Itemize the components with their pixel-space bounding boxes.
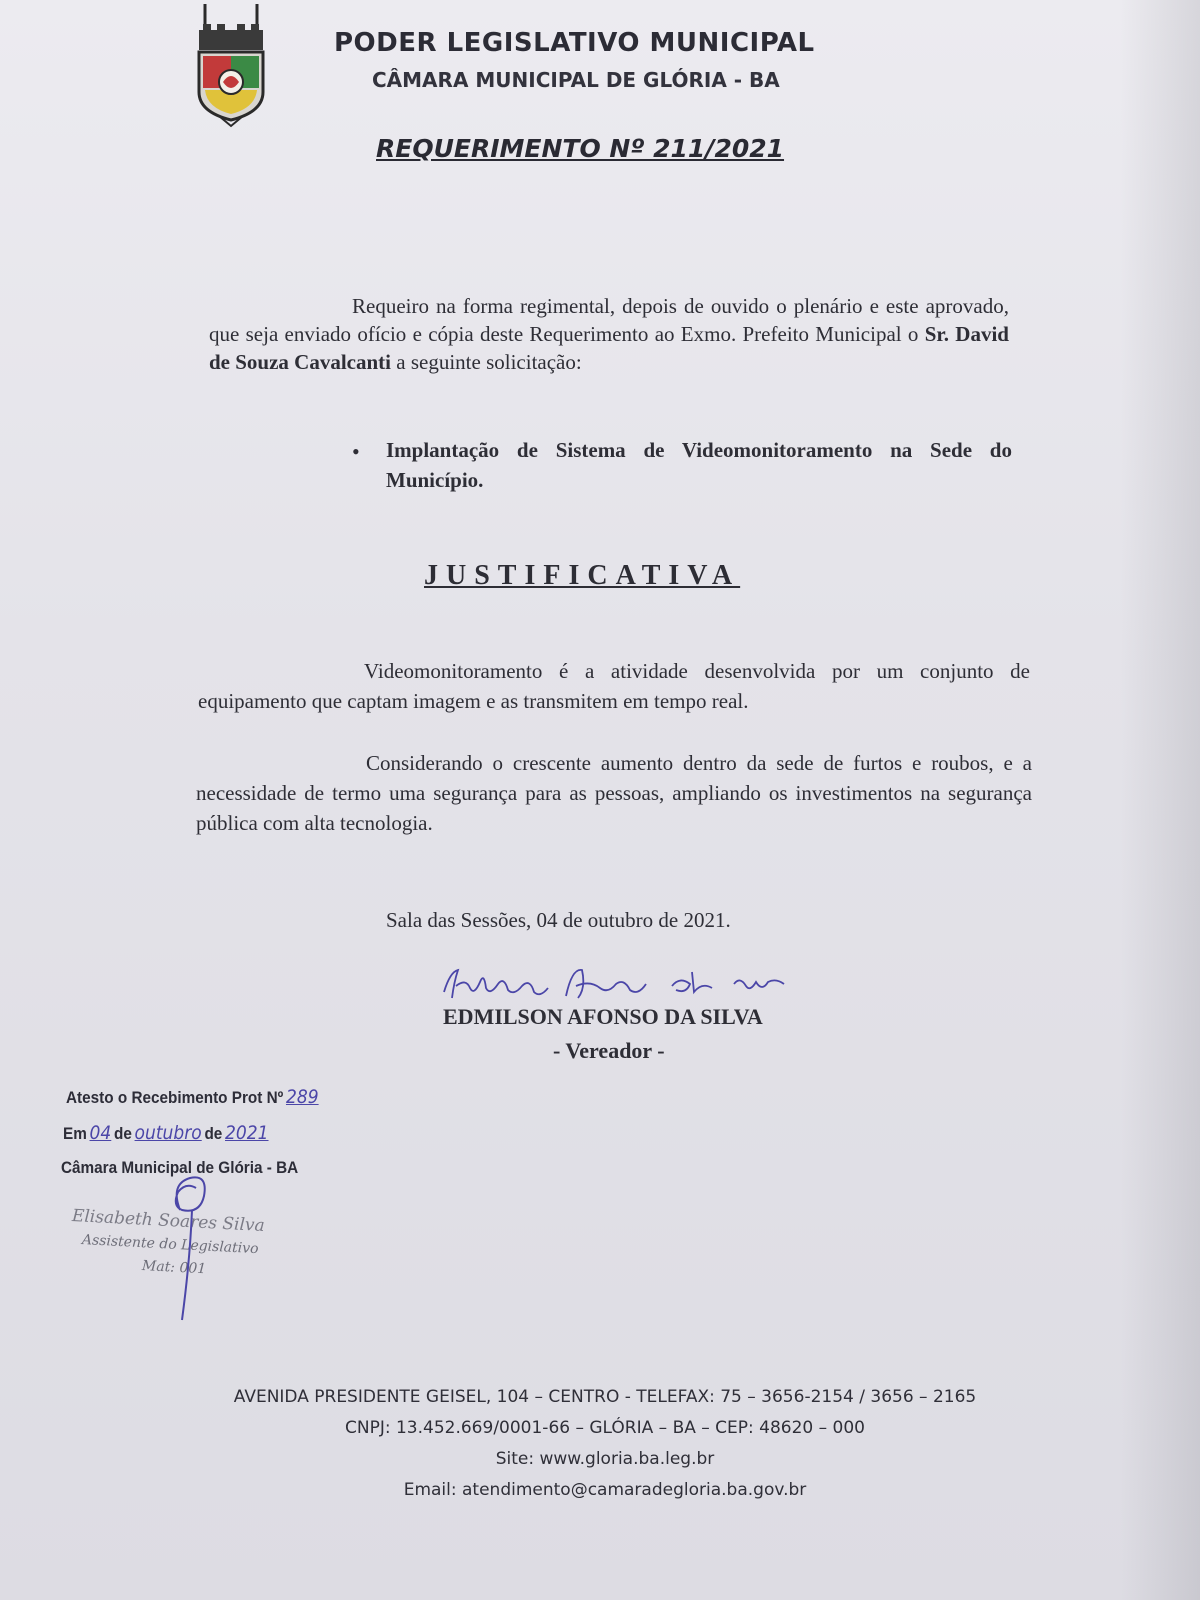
intro-text-a: Requeiro na forma regimental, depois de ouvido o plenário e este aprovado, que seja enviado ofício e cópia deste Requerimento ao Exmo. Prefeito Municipal o xyxy=(209,294,1009,346)
stamp-month: outubro xyxy=(134,1122,202,1144)
stamp-protocol-line xyxy=(66,1086,321,1108)
stamp-chamber-line: Câmara Municipal de Glória - BA xyxy=(61,1158,299,1177)
justificativa-paragraph-1: Videomonitoramento é a atividade desenvolvida por um conjunto de equipamento que captam imagem e as transmitem em tempo real. xyxy=(198,659,1030,713)
stamp-protocol-label: Atesto o Recebimento Prot Nº xyxy=(66,1088,284,1107)
justificativa-heading: JUSTIFICATIVA xyxy=(424,560,741,591)
stamp-em-label: Em xyxy=(63,1124,87,1143)
header-chamber: CÂMARA MUNICIPAL DE GLÓRIA - BA xyxy=(372,68,780,92)
justificativa-paragraph-2: Considerando o crescente aumento dentro da sede de furtos e roubos, e a necessidade de termo uma segurança para as pessoas, ampliando os investimentos na segurança pública com alta tecnologia. xyxy=(196,751,1032,835)
intro-paragraph xyxy=(209,292,1009,376)
session-date: Sala das Sessões, 04 de outubro de 2021. xyxy=(386,908,731,932)
stamp-de-label-2: de xyxy=(204,1124,223,1143)
footer-email: Email: atendimento@camaradegloria.ba.gov.br xyxy=(403,1480,807,1500)
stamp-day: 04 xyxy=(89,1122,112,1144)
handwritten-initial xyxy=(160,1170,240,1330)
footer-address: AVENIDA PRESIDENTE GEISEL, 104 – CENTRO - TELEFAX: 75 – 3656-2154 / 3656 – 2165 xyxy=(233,1387,977,1407)
signer-role: - Vereador - xyxy=(553,1038,665,1063)
assistant-name: Elisabeth Soares Silva xyxy=(71,1206,266,1237)
stamp-de-label-1: de xyxy=(113,1124,132,1143)
assistant-role: Assistente do Legislativo xyxy=(81,1232,259,1258)
stamp-year: 2021 xyxy=(225,1122,269,1144)
footer-site: Site: www.gloria.ba.leg.br xyxy=(495,1449,715,1469)
receipt-stamp xyxy=(60,1086,400,1326)
municipal-crest-icon xyxy=(193,0,269,128)
intro-text-b: a seguinte solicitação: xyxy=(391,350,582,374)
header-institution: PODER LEGISLATIVO MUNICIPAL xyxy=(334,28,815,58)
handwritten-signature xyxy=(440,958,800,1008)
protocol-number: 289 xyxy=(285,1086,319,1108)
footer-contact xyxy=(150,1382,1060,1506)
bullet-icon: • xyxy=(352,439,360,464)
stamp-date-line xyxy=(63,1122,271,1144)
document-title: REQUERIMENTO Nº 211/2021 xyxy=(376,134,785,163)
page-shadow xyxy=(1120,0,1200,1600)
footer-cnpj: CNPJ: 13.452.669/0001-66 – GLÓRIA – BA – CEP: 48620 – 000 xyxy=(345,1418,865,1438)
signer-name: EDMILSON AFONSO DA SILVA xyxy=(443,1004,763,1029)
assistant-registration: Mat: 001 xyxy=(141,1258,207,1278)
mayor-name: Sr. David de Souza Cavalcanti xyxy=(209,322,1009,374)
request-item-text: Implantação de Sistema de Videomonitoramento na Sede do Município. xyxy=(386,438,1012,492)
